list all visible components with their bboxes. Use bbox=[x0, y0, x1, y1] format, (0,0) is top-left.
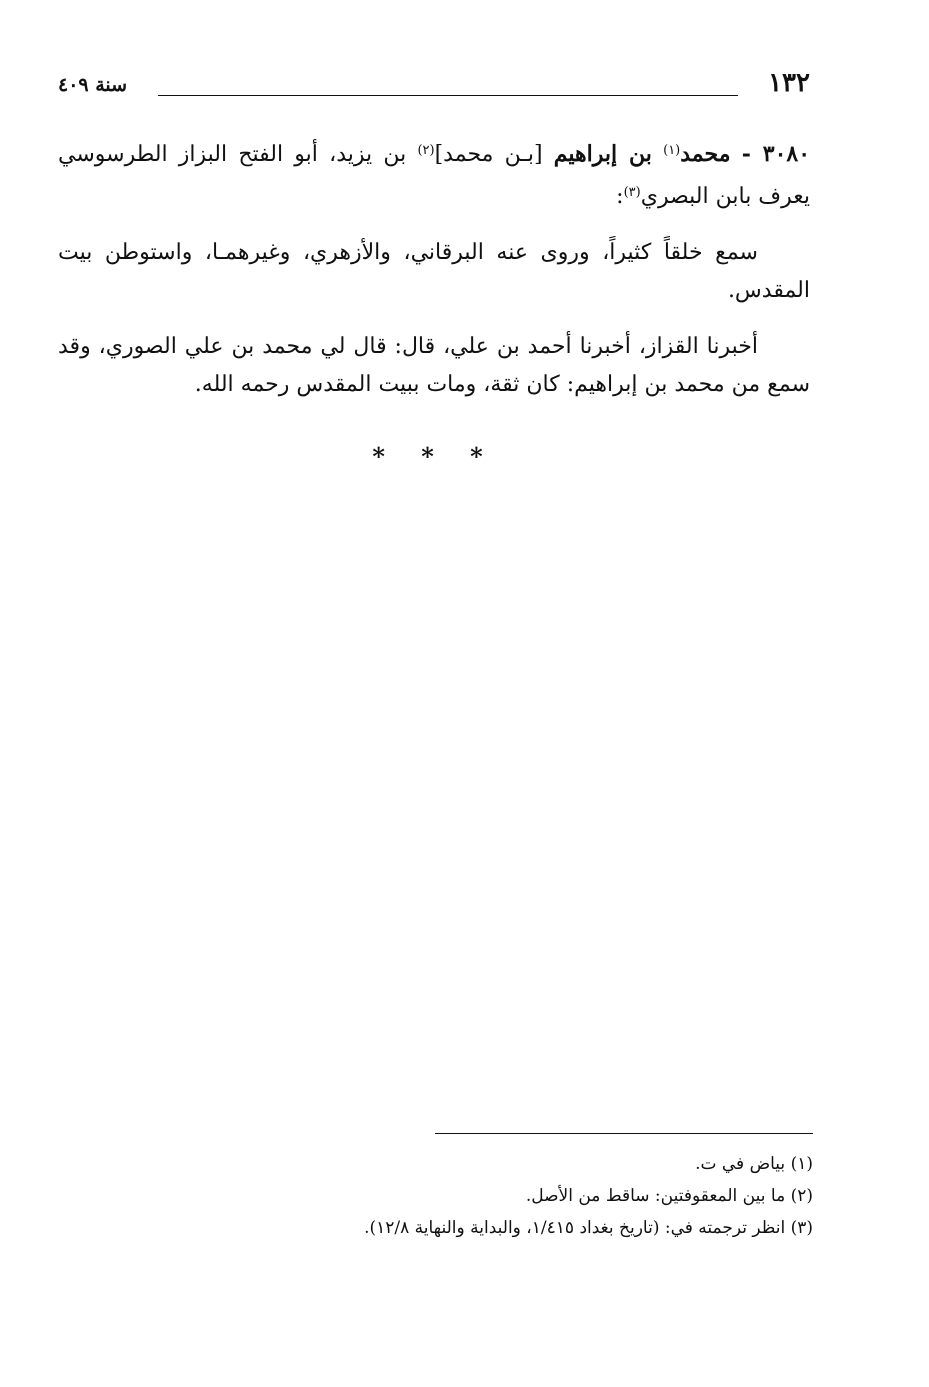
header-rule bbox=[158, 95, 738, 96]
paragraph-2: أخبرنا القزاز، أخبرنا أحمد بن علي، قال: قال لي محمد بن علي الصوري، وقد سمع من محمد بن إبراهيم: كان ثقة، ومات ببيت المقدس رحمه الله. bbox=[58, 334, 810, 397]
footnote-2: (٢) ما بين المعقوفتين: ساقط من الأصل. bbox=[525, 1186, 813, 1206]
entry-colon: : bbox=[616, 184, 624, 209]
paragraph-1: سمع خلقاً كثيراً، وروى عنه البرقاني، والأزهري، وغيرهمـا، واستوطن بيت المقدس. bbox=[58, 240, 810, 303]
footnote-ref-1: (١) bbox=[663, 143, 681, 158]
footnote-1: (١) بياض في ت. bbox=[695, 1154, 813, 1174]
footnote-rule bbox=[435, 1133, 813, 1134]
footnotes bbox=[58, 1148, 813, 1244]
footnote-ref-2: (٢) bbox=[417, 143, 435, 158]
bracketed-insertion: [بـن محمد] bbox=[434, 142, 543, 167]
main-text bbox=[58, 132, 810, 422]
entry-name-rest: بن يزيد، أبو الفتح البزاز الطرسوسي يعرف بابن البصري bbox=[58, 142, 810, 209]
entry-paragraph bbox=[58, 132, 810, 216]
page-header bbox=[58, 68, 810, 108]
footnote-ref-3: (٣) bbox=[623, 185, 641, 200]
page-number: ١٣٢ bbox=[768, 68, 810, 98]
section-separator: * * * bbox=[372, 442, 497, 471]
entry-name-lineage: بن إبراهيم bbox=[553, 141, 652, 167]
entry-number: ٣٠٨٠ - bbox=[741, 141, 811, 167]
running-title: سنة ٤٠٩ bbox=[58, 74, 128, 96]
footnote-3: (٣) انظر ترجمته في: (تاريخ بغداد ١/٤١٥، والبداية والنهاية ١٢/٨). bbox=[364, 1218, 813, 1238]
entry-name: محمد bbox=[680, 141, 731, 167]
